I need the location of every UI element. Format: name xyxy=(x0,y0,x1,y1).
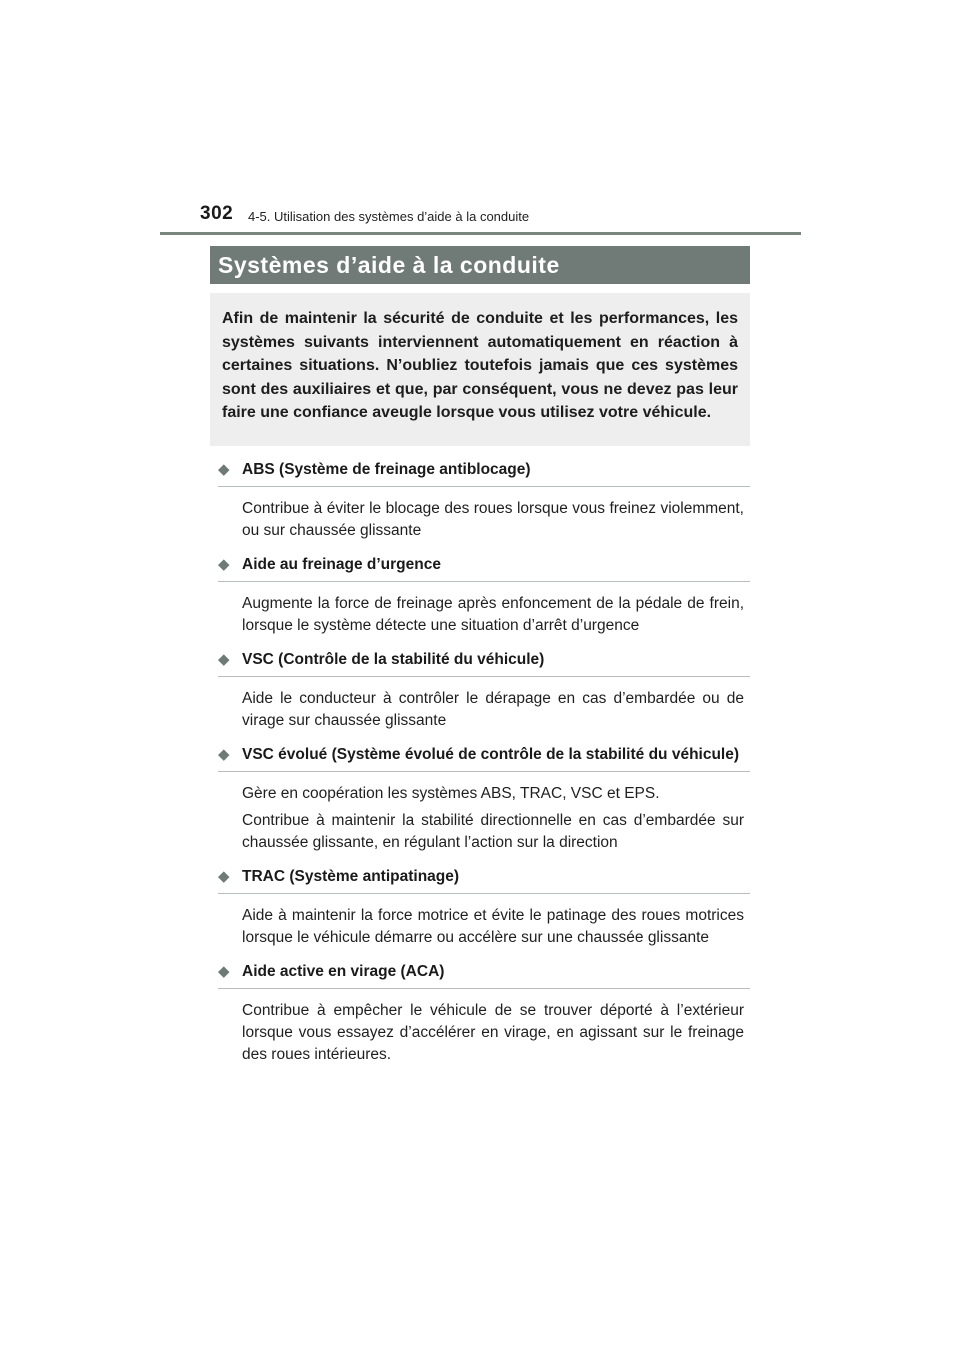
list-item-enhanced-vsc xyxy=(218,743,750,854)
item-heading xyxy=(218,553,750,582)
diamond-bullet-icon: ◆ xyxy=(218,461,230,478)
page-title: Systèmes d’aide à la conduite xyxy=(218,251,560,278)
list-item-abs xyxy=(218,458,750,542)
intro-text: Afin de maintenir la sécurité de conduite et les performances, les systèmes suivants interviennent automatiquement en réaction à certaines situations. N’oubliez toutefois jamais que ces systèmes sont des auxiliaires et que, par conséquent, vous ne devez pas leur faire une confiance aveugle lorsque vous utilisez votre véhicule. xyxy=(222,310,738,421)
item-title: VSC évolué (Système évolué de contrôle de la stabilité du véhicule) xyxy=(242,746,740,763)
item-description: Aide le conducteur à contrôler le dérapage en cas d’embardée ou de virage sur chaussée glissante xyxy=(242,690,744,729)
list-item-vsc xyxy=(218,648,750,732)
diamond-bullet-icon: ◆ xyxy=(218,556,230,573)
system-list xyxy=(218,458,750,1066)
section-label: 4-5. Utilisation des systèmes d’aide à la conduite xyxy=(248,209,530,224)
item-heading xyxy=(218,865,750,894)
diamond-bullet-icon: ◆ xyxy=(218,746,230,763)
item-description: Augmente la force de freinage après enfoncement de la pédale de frein, lorsque le système détecte une situation d’arrêt d’urgence xyxy=(242,595,744,634)
diamond-bullet-icon: ◆ xyxy=(218,651,230,668)
list-item-emergency-brake-assist xyxy=(218,553,750,637)
item-title: Aide active en virage (ACA) xyxy=(242,963,445,980)
item-heading xyxy=(218,960,750,989)
item-description: Contribue à maintenir la stabilité directionnelle en cas d’embardée sur chaussée glissante, en régulant l’action sur la direction xyxy=(242,812,744,851)
item-title: VSC (Contrôle de la stabilité du véhicule) xyxy=(242,651,545,668)
item-description: Aide à maintenir la force motrice et évite le patinage des roues motrices lorsque le véhicule démarre ou accélère sur une chaussée glissante xyxy=(242,907,744,946)
item-description: Gère en coopération les systèmes ABS, TRAC, VSC et EPS. xyxy=(242,785,660,802)
intro-box xyxy=(210,293,750,446)
header-divider xyxy=(160,232,801,235)
list-item-trac xyxy=(218,865,750,949)
item-title: TRAC (Système antipatinage) xyxy=(242,868,460,885)
item-title: Aide au freinage d’urgence xyxy=(242,556,441,573)
diamond-bullet-icon: ◆ xyxy=(218,963,230,980)
item-description: Contribue à empêcher le véhicule de se trouver déporté à l’extérieur lorsque vous essayez d’accélérer en virage, en agissant sur le freinage des roues intérieures. xyxy=(242,1002,744,1063)
title-bar xyxy=(210,246,750,284)
item-title: ABS (Système de freinage antiblocage) xyxy=(242,461,531,478)
item-description: Contribue à éviter le blocage des roues lorsque vous freinez violemment, ou sur chaussée glissante xyxy=(242,500,744,539)
item-heading xyxy=(218,458,750,487)
item-heading xyxy=(218,648,750,677)
item-heading xyxy=(218,743,750,772)
diamond-bullet-icon: ◆ xyxy=(218,868,230,885)
list-item-aca xyxy=(218,960,750,1066)
page-number: 302 xyxy=(200,203,234,224)
